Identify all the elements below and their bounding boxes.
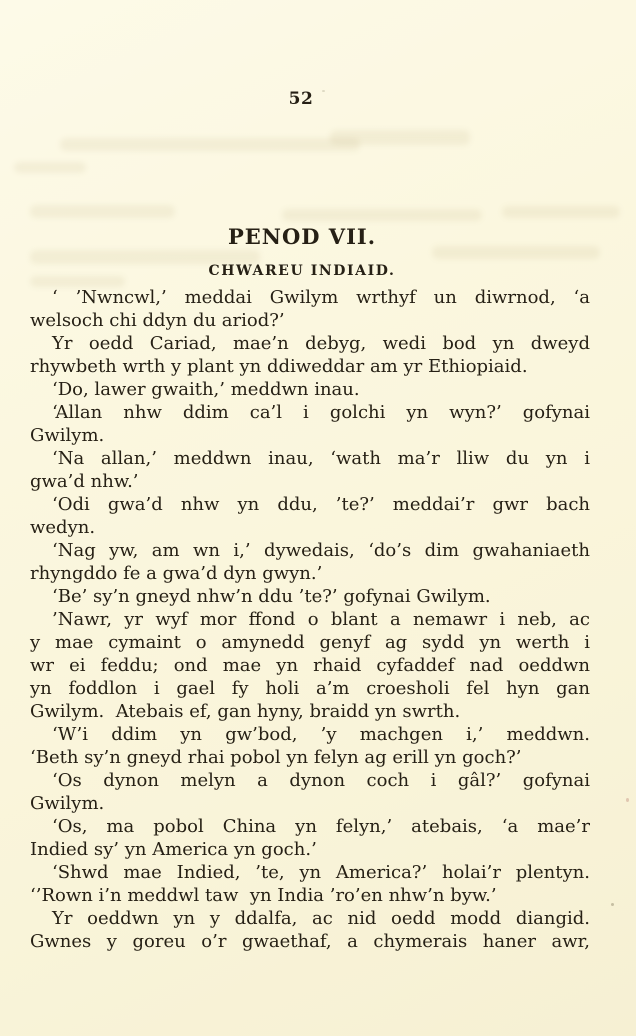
paper-speck bbox=[626, 798, 629, 802]
text-line: ‘Na allan,’ meddwn inau, ‘wath ma’r lliw du yn i bbox=[52, 448, 590, 469]
text-line: wedyn. bbox=[30, 517, 96, 538]
bleed-through-mark bbox=[30, 205, 175, 218]
text-line: Gwnes y goreu o’r gwaethaf, a chymerais haner awr, bbox=[30, 931, 590, 952]
text-line: ‘Do, lawer gwaith,’ meddwn inau. bbox=[52, 379, 360, 400]
text-line: Gwilym. Atebais ef, gan hyny, braidd yn swrth. bbox=[30, 701, 461, 722]
text-line: ‘Os, ma pobol China yn felyn,’ atebais, ‘a mae’r bbox=[52, 816, 590, 837]
text-line: ‘Be’ sy’n gneyd nhw’n ddu ’te?’ gofynai Gwilym. bbox=[52, 586, 491, 607]
text-line: Indied sy’ yn America yn goch.’ bbox=[30, 839, 317, 860]
bleed-through-mark bbox=[60, 138, 360, 151]
text-line: Gwilym. bbox=[30, 425, 105, 446]
chapter-heading: PENOD VII. bbox=[227, 224, 377, 249]
text-line: gwa’d nhw.’ bbox=[30, 471, 139, 492]
bleed-through-mark bbox=[502, 206, 620, 218]
text-line: Yr oeddwn yn y ddalfa, ac nid oedd modd diangid. bbox=[52, 908, 590, 929]
text-line: ‘W’i ddim yn gw’bod, ’y machgen i,’ meddwn. bbox=[52, 724, 590, 745]
text-line: Yr oedd Cariad, mae’n debyg, wedi bod yn dweyd bbox=[52, 333, 590, 354]
text-line: welsoch chi ddyn du ariod?’ bbox=[30, 310, 285, 331]
text-line: wr ei feddu; ond mae yn rhaid cyfaddef nad oeddwn bbox=[30, 655, 590, 676]
text-line: rhywbeth wrth y plant yn ddiweddar am yr Ethiopiaid. bbox=[30, 356, 528, 377]
text-line: y mae cymaint o amynedd genyf ag sydd yn werth i bbox=[30, 632, 590, 653]
text-line: rhyngddo fe a gwa’d dyn gwyn.’ bbox=[30, 563, 323, 584]
bleed-through-mark bbox=[282, 209, 482, 221]
page-number: 52 bbox=[288, 89, 314, 109]
text-line: yn foddlon i gael fy holi a’m croesholi fel hyn gan bbox=[30, 678, 590, 699]
paper-speck bbox=[611, 903, 614, 906]
text-line: ‘Shwd mae Indied, ’te, yn America?’ holai’r plentyn. bbox=[52, 862, 590, 883]
text-line: ‘Os dynon melyn a dynon coch i gâl?’ gofynai bbox=[52, 770, 590, 791]
text-line: Gwilym. bbox=[30, 793, 105, 814]
text-line: ‘Beth sy’n gneyd rhai pobol yn felyn ag erill yn goch?’ bbox=[30, 747, 522, 768]
text-line: ’Nawr, yr wyf mor ffond o blant a nemawr i neb, ac bbox=[52, 609, 590, 630]
chapter-subheading: CHWAREU INDIAID. bbox=[208, 263, 396, 279]
bleed-through-mark bbox=[330, 130, 470, 145]
text-line: ‘Allan nhw ddim ca’l i golchi yn wyn?’ gofynai bbox=[52, 402, 590, 423]
body-text bbox=[30, 286, 590, 953]
bleed-through-mark bbox=[14, 162, 86, 173]
text-line: ‘’Rown i’n meddwl taw yn India ’ro’en nhw’n byw.’ bbox=[30, 885, 497, 906]
text-line: ‘ ’Nwncwl,’ meddai Gwilym wrthyf un diwrnod, ‘a bbox=[52, 287, 590, 308]
text-line: ‘Odi gwa’d nhw yn ddu, ’te?’ meddai’r gwr bach bbox=[52, 494, 590, 515]
bleed-through-mark bbox=[30, 250, 260, 264]
text-line: ‘Nag yw, am wn i,’ dywedais, ‘do’s dim gwahaniaeth bbox=[52, 540, 590, 561]
